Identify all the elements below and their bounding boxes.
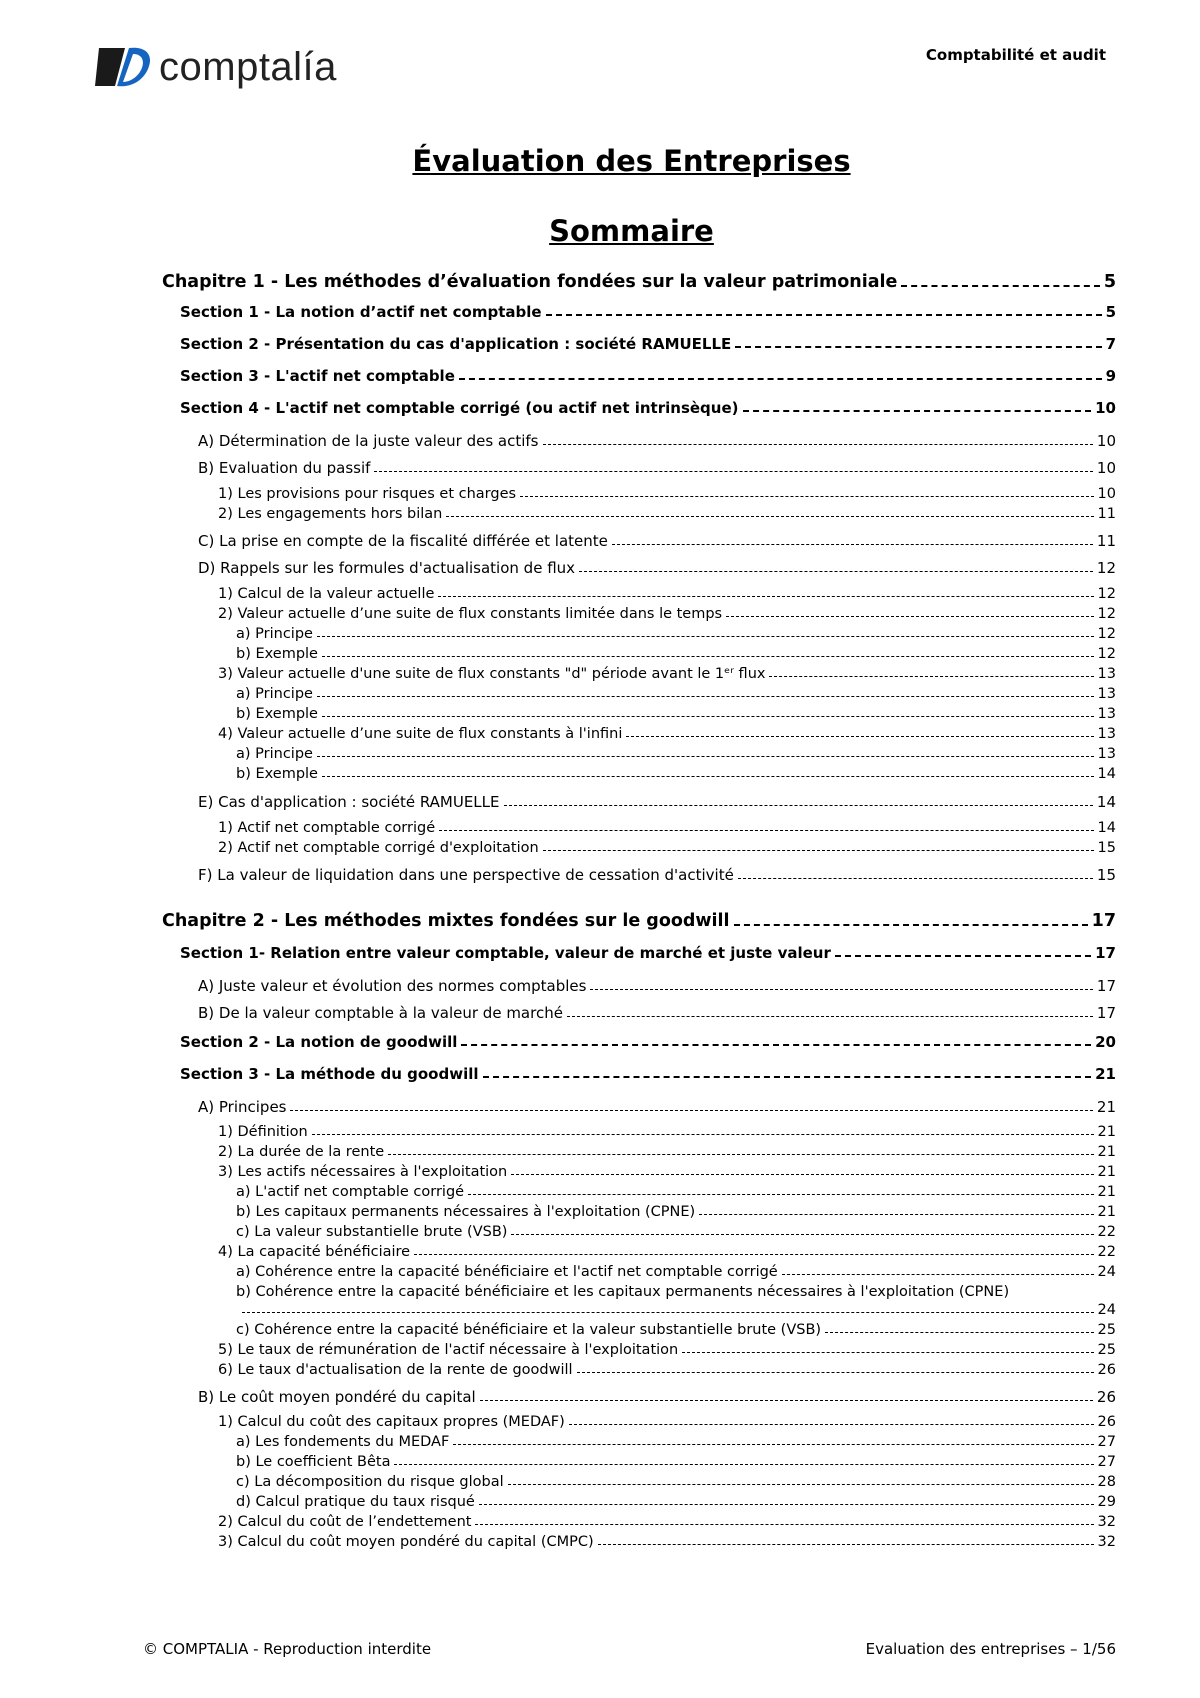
- toc-entry-label: 1) Calcul du coût des capitaux propres (MEDAF): [218, 1414, 565, 1430]
- toc-leader-dashes: [511, 1234, 1093, 1235]
- toc-entry[interactable]: [162, 911, 1116, 931]
- toc-entry[interactable]: [236, 766, 1116, 782]
- toc-entry-page: 13: [1097, 686, 1116, 702]
- toc-leader-dashes: [699, 1214, 1093, 1215]
- toc-entry-page: 13: [1097, 706, 1116, 722]
- toc-entry[interactable]: [180, 944, 1116, 962]
- toc-entry-page: 21: [1095, 1065, 1116, 1083]
- toc-entry-label: 1) Calcul de la valeur actuelle: [218, 586, 435, 602]
- toc-leader-dashes: [317, 696, 1094, 697]
- toc-leader-dashes: [569, 1424, 1094, 1425]
- toc-entry-label: E) Cas d'application : société RAMUELLE: [198, 793, 500, 811]
- toc-entry[interactable]: [198, 793, 1116, 811]
- toc-entry-label: 6) Le taux d'actualisation de la rente de goodwill: [218, 1362, 573, 1378]
- toc-entry-page: 21: [1096, 1098, 1116, 1116]
- toc-entry-label: b) Les capitaux permanents nécessaires à l'exploitation (CPNE): [236, 1204, 696, 1220]
- toc-entry-page: 11: [1097, 506, 1116, 522]
- toc-entry-label: 2) Les engagements hors bilan: [218, 506, 443, 522]
- toc-entry[interactable]: [218, 1342, 1116, 1358]
- toc-entry-label: B) Le coût moyen pondéré du capital: [198, 1388, 476, 1406]
- toc-leader-dashes: [468, 1194, 1093, 1195]
- toc-entry-label: a) L'actif net comptable corrigé: [236, 1184, 465, 1200]
- toc-entry-page: 29: [1097, 1494, 1116, 1510]
- toc-entry-label: D) Rappels sur les formules d'actualisation de flux: [198, 559, 576, 577]
- toc-leader-dashes: [322, 776, 1094, 777]
- toc-entry[interactable]: [180, 367, 1116, 385]
- toc-leader-dashes: [483, 1076, 1092, 1078]
- toc-entry[interactable]: [236, 1454, 1116, 1470]
- document-title: Évaluation des Entreprises: [412, 144, 851, 178]
- toc-entry[interactable]: [236, 1434, 1116, 1450]
- toc-entry-label: c) La valeur substantielle brute (VSB): [236, 1224, 508, 1240]
- toc-entry-page: 26: [1097, 1414, 1116, 1430]
- toc-entry[interactable]: [218, 1414, 1116, 1430]
- toc-leader-dashes: [769, 676, 1093, 677]
- toc-leader-dashes: [738, 878, 1093, 879]
- toc-entry[interactable]: [180, 399, 1116, 417]
- toc-entry[interactable]: [180, 1033, 1116, 1051]
- toc-entry-page: 14: [1097, 820, 1116, 836]
- toc-entry[interactable]: [198, 1004, 1116, 1022]
- toc-entry-label: Section 1- Relation entre valeur comptable, valeur de marché et juste valeur: [180, 944, 831, 962]
- toc-entry-label: c) La décomposition du risque global: [236, 1474, 504, 1490]
- toc-entry-page: 21: [1097, 1204, 1116, 1220]
- toc-entry-page: 25: [1097, 1322, 1116, 1338]
- toc-entry-page: 7: [1105, 335, 1116, 353]
- toc-entry-page: 10: [1097, 486, 1116, 502]
- toc-entry[interactable]: [236, 1204, 1116, 1220]
- toc-entry-label: 4) Valeur actuelle d’une suite de flux constants à l'infini: [218, 726, 623, 742]
- toc-entry[interactable]: [236, 1322, 1116, 1338]
- toc-leader-dashes: [459, 378, 1102, 380]
- toc-entry[interactable]: [218, 1124, 1116, 1140]
- toc-leader-dashes: [782, 1274, 1094, 1275]
- toc-entry-label: Section 2 - Présentation du cas d'application : société RAMUELLE: [180, 335, 732, 353]
- toc-entry-label: Chapitre 1 - Les méthodes d’évaluation fondées sur la valeur patrimoniale: [162, 272, 898, 292]
- toc-leader-dashes: [446, 516, 1093, 517]
- toc-entry[interactable]: [218, 486, 1116, 502]
- toc-entry-label: 2) La durée de la rente: [218, 1144, 385, 1160]
- toc-entry-label: 2) Calcul du coût de l’endettement: [218, 1514, 472, 1530]
- toc-entry-page: 22: [1097, 1224, 1116, 1240]
- toc-entry[interactable]: [198, 1098, 1116, 1116]
- toc-entry-page: 24: [1097, 1302, 1116, 1318]
- toc-entry-page: 27: [1097, 1454, 1116, 1470]
- toc-entry[interactable]: [198, 1388, 1116, 1406]
- toc-entry-page: 9: [1105, 367, 1116, 385]
- toc-entry-label: 2) Actif net comptable corrigé d'exploitation: [218, 840, 539, 856]
- toc-leader-dashes: [414, 1254, 1093, 1255]
- toc-entry-page: 26: [1097, 1362, 1116, 1378]
- toc-leader-dashes: [394, 1464, 1093, 1465]
- toc-entry-label: 3) Valeur actuelle d'une suite de flux constants "d" période avant le 1ᵉʳ flux: [218, 666, 766, 682]
- toc-entry[interactable]: [198, 977, 1116, 995]
- toc-leader-dashes: [734, 924, 1088, 926]
- toc-entry[interactable]: [218, 1244, 1116, 1260]
- toc-entry-page: 13: [1097, 746, 1116, 762]
- toc-entry[interactable]: [218, 1164, 1116, 1180]
- toc-entry[interactable]: [198, 432, 1116, 450]
- toc-entry-label: Section 3 - La méthode du goodwill: [180, 1065, 479, 1083]
- toc-entry-page: 12: [1097, 606, 1116, 622]
- toc-entry-page: 24: [1097, 1264, 1116, 1280]
- toc-entry-page: 17: [1095, 944, 1116, 962]
- toc-entry-page: 12: [1097, 646, 1116, 662]
- toc-leader-dashes: [901, 285, 1099, 287]
- toc-entry-label: Section 4 - L'actif net comptable corrigé (ou actif net intrinsèque): [180, 399, 739, 417]
- toc-entry-page: 5: [1103, 272, 1116, 292]
- toc-leader-dashes: [374, 471, 1092, 472]
- toc-entry-label: a) Les fondements du MEDAF: [236, 1434, 450, 1450]
- toc-entry-page: 14: [1096, 793, 1116, 811]
- toc-entry-label: A) Principes: [198, 1098, 287, 1116]
- toc-entry-page: 22: [1097, 1244, 1116, 1260]
- toc-leader-dashes: [312, 1134, 1094, 1135]
- toc-entry[interactable]: [218, 1144, 1116, 1160]
- toc-entry-label: 1) Définition: [218, 1124, 308, 1140]
- toc-entry[interactable]: [218, 1514, 1116, 1530]
- toc-entry-label: a) Principe: [236, 686, 313, 702]
- toc-leader-dashes: [480, 1400, 1093, 1401]
- toc-entry-page: 21: [1097, 1124, 1116, 1140]
- toc-entry[interactable]: [162, 272, 1116, 292]
- toc-leader-dashes: [546, 314, 1102, 316]
- toc-entry-page: 32: [1097, 1514, 1116, 1530]
- toc-entry-label: F) La valeur de liquidation dans une perspective de cessation d'activité: [198, 866, 734, 884]
- toc-leader-dashes: [726, 616, 1093, 617]
- toc-entry[interactable]: [236, 1224, 1116, 1240]
- toc-entry[interactable]: [198, 459, 1116, 477]
- toc-leader-dashes: [322, 656, 1094, 657]
- toc-leader-dashes: [453, 1444, 1093, 1445]
- toc-entry-page: 12: [1097, 626, 1116, 642]
- toc-leader-dashes: [543, 444, 1093, 445]
- toc-entry-page: 20: [1095, 1033, 1116, 1051]
- toc-entry-page: 13: [1097, 726, 1116, 742]
- toc-leader-dashes: [438, 596, 1093, 597]
- toc-entry-page: 15: [1096, 866, 1116, 884]
- toc-leader-dashes: [626, 736, 1093, 737]
- toc-entry-label: 1) Actif net comptable corrigé: [218, 820, 436, 836]
- toc-entry[interactable]: [218, 840, 1116, 856]
- toc-entry-label: b) Cohérence entre la capacité bénéficiaire et les capitaux permanents nécessaires à l'exploitation (CPNE): [236, 1284, 1010, 1300]
- toc-leader-dashes: [504, 805, 1093, 806]
- toc-entry-label: b) Exemple: [236, 646, 318, 662]
- toc-entry[interactable]: [180, 303, 1116, 321]
- toc-entry-label: C) La prise en compte de la fiscalité différée et latente: [198, 532, 608, 550]
- toc-leader-dashes: [511, 1174, 1093, 1175]
- toc-entry-label: c) Cohérence entre la capacité bénéficiaire et la valeur substantielle brute (VSB): [236, 1322, 822, 1338]
- toc-leader-dashes: [743, 410, 1092, 412]
- toc-entry-page: 21: [1097, 1164, 1116, 1180]
- toc-leader-dashes: [461, 1044, 1091, 1046]
- toc-entry[interactable]: [236, 646, 1116, 662]
- toc-entry-label: 4) La capacité bénéficiaire: [218, 1244, 411, 1260]
- toc-entry-label: B) De la valeur comptable à la valeur de marché: [198, 1004, 563, 1022]
- toc-entry-label: b) Le coefficient Bêta: [236, 1454, 391, 1470]
- toc-entry-page: 12: [1097, 586, 1116, 602]
- toc-entry-label: 2) Valeur actuelle d’une suite de flux constants limitée dans le temps: [218, 606, 723, 622]
- toc-entry-page: 5: [1105, 303, 1116, 321]
- header-category: Comptabilité et audit: [925, 46, 1106, 64]
- footer-page-info: Evaluation des entreprises – 1/56: [865, 1640, 1116, 1658]
- toc-entry-page: 28: [1097, 1474, 1116, 1490]
- toc-entry-page: 14: [1097, 766, 1116, 782]
- toc-entry-label: 3) Les actifs nécessaires à l'exploitation: [218, 1164, 508, 1180]
- toc-entry-page: 13: [1097, 666, 1116, 682]
- toc-leader-dashes: [835, 955, 1091, 957]
- toc-entry[interactable]: [218, 506, 1116, 522]
- toc-leader-dashes: [475, 1524, 1093, 1525]
- toc-entry-page: 26: [1096, 1388, 1116, 1406]
- toc-entry-page: 21: [1097, 1184, 1116, 1200]
- toc-entry-page: 10: [1096, 459, 1116, 477]
- toc-entry[interactable]: [236, 1494, 1116, 1510]
- toc-entry[interactable]: [218, 586, 1116, 602]
- toc-entry-page: 15: [1097, 840, 1116, 856]
- toc-entry[interactable]: [236, 1284, 1096, 1300]
- toc-entry[interactable]: [218, 726, 1116, 742]
- toc-entry[interactable]: [218, 820, 1116, 836]
- toc-entry[interactable]: [198, 532, 1116, 550]
- comptalia-logo-mark-icon: [95, 44, 153, 90]
- toc-entry[interactable]: [236, 626, 1116, 642]
- footer-copyright: © COMPTALIA - Reproduction interdite: [143, 1640, 432, 1658]
- toc-entry[interactable]: [180, 1065, 1116, 1083]
- toc-leader-dashes: [612, 544, 1093, 545]
- toc-entry-label: 1) Les provisions pour risques et charges: [218, 486, 517, 502]
- toc-leader-dashes: [439, 830, 1093, 831]
- toc-entry[interactable]: [236, 1474, 1116, 1490]
- toc-entry-label: Chapitre 2 - Les méthodes mixtes fondées sur le goodwill: [162, 911, 730, 931]
- toc-entry-page: 17: [1096, 1004, 1116, 1022]
- toc-entry-label: d) Calcul pratique du taux risqué: [236, 1494, 475, 1510]
- toc-entry-page: 21: [1097, 1144, 1116, 1160]
- toc-leader-dashes: [825, 1332, 1093, 1333]
- toc-entry[interactable]: [236, 1184, 1116, 1200]
- toc-entry-label: a) Principe: [236, 746, 313, 762]
- toc-entry-label: a) Principe: [236, 626, 313, 642]
- toc-entry[interactable]: [236, 746, 1116, 762]
- toc-leader-dashes: [579, 571, 1093, 572]
- toc-leader-dashes: [577, 1372, 1094, 1373]
- toc-entry[interactable]: [218, 1534, 1116, 1550]
- comptalia-logo: [95, 44, 337, 90]
- toc-entry-label: A) Détermination de la juste valeur des actifs: [198, 432, 539, 450]
- toc-leader-dashes: [317, 756, 1094, 757]
- toc-entry[interactable]: [218, 1362, 1116, 1378]
- toc-entry-label: A) Juste valeur et évolution des normes comptables: [198, 977, 587, 995]
- toc-entry[interactable]: [198, 866, 1116, 884]
- toc-entry-page: 11: [1096, 532, 1116, 550]
- toc-leader-dashes: [567, 1016, 1093, 1017]
- toc-leader-dashes: [735, 346, 1101, 348]
- toc-entry-page: 17: [1091, 911, 1116, 931]
- toc-leader-dashes: [242, 1312, 1094, 1313]
- toc-entry-page: 25: [1097, 1342, 1116, 1358]
- toc-entry-label: b) Exemple: [236, 766, 318, 782]
- toc-entry[interactable]: [218, 606, 1116, 622]
- toc-entry[interactable]: [236, 686, 1116, 702]
- toc-entry-label: Section 2 - La notion de goodwill: [180, 1033, 458, 1051]
- toc-entry[interactable]: [236, 1264, 1116, 1280]
- toc-leader-dashes: [317, 636, 1094, 637]
- toc-entry-page: 32: [1097, 1534, 1116, 1550]
- toc-leader-dashes: [322, 716, 1094, 717]
- toc-leader-dashes: [543, 850, 1094, 851]
- toc-entry-label: Section 3 - L'actif net comptable: [180, 367, 455, 385]
- toc-leader-dashes: [590, 989, 1092, 990]
- toc-leader-dashes: [479, 1504, 1094, 1505]
- toc-entry-label: 3) Calcul du coût moyen pondéré du capital (CMPC): [218, 1534, 594, 1550]
- toc-entry-label: b) Exemple: [236, 706, 318, 722]
- toc-leader-dashes: [682, 1352, 1093, 1353]
- toc-entry[interactable]: [236, 706, 1116, 722]
- logo-wordmark: comptalía: [159, 44, 337, 89]
- toc-leader-dashes: [508, 1484, 1094, 1485]
- summary-title: Sommaire: [549, 214, 714, 248]
- toc-entry[interactable]: [218, 666, 1116, 682]
- toc-entry-label: B) Evaluation du passif: [198, 459, 371, 477]
- toc-entry-page: 10: [1096, 432, 1116, 450]
- toc-entry[interactable]: [198, 559, 1116, 577]
- toc-entry-label: 5) Le taux de rémunération de l'actif nécessaire à l'exploitation: [218, 1342, 679, 1358]
- toc-entry-page: 27: [1097, 1434, 1116, 1450]
- toc-leader-dashes: [290, 1110, 1092, 1111]
- toc-leader-dashes: [388, 1154, 1093, 1155]
- toc-leader-dashes: [598, 1544, 1094, 1545]
- toc-leader-dashes: [520, 496, 1094, 497]
- toc-entry-page: 12: [1096, 559, 1116, 577]
- toc-entry[interactable]: [238, 1302, 1116, 1318]
- toc-entry-page: 17: [1096, 977, 1116, 995]
- toc-entry[interactable]: [180, 335, 1116, 353]
- toc-entry-label: Section 1 - La notion d’actif net comptable: [180, 303, 542, 321]
- toc-entry-page: 10: [1095, 399, 1116, 417]
- toc-entry-label: a) Cohérence entre la capacité bénéficiaire et l'actif net comptable corrigé: [236, 1264, 778, 1280]
